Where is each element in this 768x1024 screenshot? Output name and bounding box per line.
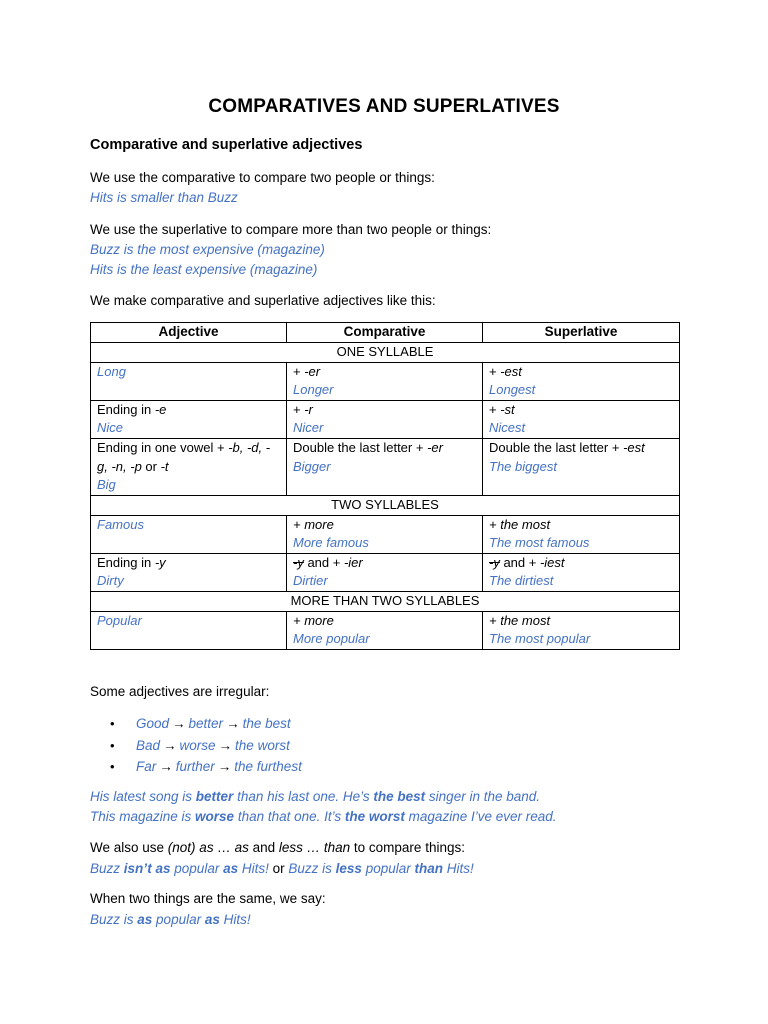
table-row xyxy=(91,438,680,495)
formation-intro-text: We make comparative and superlative adjectives like this: xyxy=(90,293,436,308)
rule-prefix: Ending in xyxy=(97,554,155,570)
as-as-less-than-examples: Buzz isn’t as popular as Hits! or Buzz is less popular than Hits! xyxy=(90,861,474,876)
rule-text: Double the last letter + xyxy=(489,439,624,455)
comparative-example: Dirtier xyxy=(293,573,328,589)
header-adjective: Adjective xyxy=(91,323,287,343)
table-header-row xyxy=(91,323,680,343)
adjective-example: Popular xyxy=(97,612,142,628)
superlative-example: The most famous xyxy=(489,535,590,551)
table-row xyxy=(91,400,680,438)
superlative-cell xyxy=(483,553,680,591)
irregular-superlative: the furthest xyxy=(234,759,302,774)
section-row-two-syllables xyxy=(91,495,680,515)
adjective-cell xyxy=(91,553,287,591)
adjective-example: Long xyxy=(97,363,126,379)
superlative-cell xyxy=(483,515,680,553)
arrow-right-icon: → xyxy=(226,716,240,731)
superlative-example-2: Hits is the least expensive (magazine) xyxy=(90,262,318,277)
section-label: ONE SYLLABLE xyxy=(91,343,680,363)
superlative-cell xyxy=(483,400,680,438)
superlative-example-1: Buzz is the most expensive (magazine) xyxy=(90,242,325,257)
rule-suffix: -y xyxy=(154,554,166,570)
rule-text: and + xyxy=(499,554,540,570)
same-things-example: Buzz is as popular as Hits! xyxy=(90,912,251,927)
rule-text: + the most xyxy=(489,612,551,628)
adjective-cell xyxy=(91,438,287,495)
irregular-intro: Some adjectives are irregular: xyxy=(90,684,270,699)
rule-prefix: + xyxy=(293,401,305,417)
comparative-cell xyxy=(287,400,483,438)
arrow-right-icon: → xyxy=(159,759,173,774)
comparative-example: More popular xyxy=(293,631,370,647)
adjective-cell xyxy=(91,400,287,438)
arrow-right-icon: → xyxy=(218,737,233,753)
comparative-example: Longer xyxy=(293,382,334,398)
rule-suffix: -ier xyxy=(343,554,363,570)
adjective-cell xyxy=(91,515,287,553)
comparative-usage-text: We use the comparative to compare two people or things: xyxy=(90,170,435,185)
struck-suffix: -y xyxy=(489,554,500,570)
arrow-right-icon: → xyxy=(217,759,232,774)
bullet-icon: • xyxy=(110,759,115,774)
irregular-example-1: His latest song is better than his last one. He’s the best singer in the band. xyxy=(90,789,541,804)
irregular-comparative: further xyxy=(175,759,215,774)
adjective-cell xyxy=(91,611,287,649)
irregular-superlative: the best xyxy=(242,716,291,731)
rule-suffix: -iest xyxy=(539,554,565,570)
adjective-example: Nice xyxy=(97,420,124,436)
adjective-example: Big xyxy=(97,477,116,493)
rule-suffixes: -b, -d, - xyxy=(228,439,271,455)
adjective-table xyxy=(90,322,680,650)
arrow-right-icon: → xyxy=(172,716,186,731)
comparative-cell xyxy=(287,438,483,495)
comparative-cell xyxy=(287,515,483,553)
table-row xyxy=(91,362,680,400)
rule-prefix: + xyxy=(489,401,501,417)
rule-suffix: -t xyxy=(160,458,169,474)
rule-suffix: -est xyxy=(500,363,522,379)
comparative-example: Nicer xyxy=(293,420,324,436)
rule-suffix: -er xyxy=(427,439,443,455)
superlative-usage-text: We use the superlative to compare more than two people or things: xyxy=(90,222,492,237)
rule-suffix: -er xyxy=(304,363,321,379)
superlative-cell xyxy=(483,438,680,495)
irregular-superlative: the worst xyxy=(235,737,290,753)
adjective-cell xyxy=(91,362,287,400)
irregular-base: Good xyxy=(136,716,170,731)
header-superlative: Superlative xyxy=(483,323,680,343)
section-label: TWO SYLLABLES xyxy=(91,495,680,515)
irregular-comparative: worse xyxy=(179,737,216,753)
irregular-comparative: better xyxy=(188,716,224,731)
irregular-base: Far xyxy=(136,759,157,774)
superlative-example: Nicest xyxy=(489,420,526,436)
rule-text: + more xyxy=(293,612,334,628)
struck-suffix: -y xyxy=(293,554,304,570)
header-comparative: Comparative xyxy=(287,323,483,343)
rule-text: Double the last letter + xyxy=(293,439,428,455)
rule-text: + more xyxy=(293,516,334,532)
section-label: MORE THAN TWO SYLLABLES xyxy=(91,591,680,611)
rule-suffixes: g, -n, -p xyxy=(97,458,142,474)
as-as-less-than-text: We also use (not) as … as and less … than to compare things: xyxy=(90,840,465,855)
irregular-list xyxy=(110,713,302,778)
comparative-example: Bigger xyxy=(293,458,331,474)
superlative-example: The most popular xyxy=(489,631,591,647)
table-row xyxy=(91,515,680,553)
rule-suffix: -est xyxy=(623,439,645,455)
rule-text: Ending in one vowel + xyxy=(97,439,229,455)
comparative-cell xyxy=(287,362,483,400)
superlative-cell xyxy=(483,362,680,400)
section-row-one-syllable xyxy=(91,343,680,363)
rule-text: or xyxy=(141,458,161,474)
adjective-example: Dirty xyxy=(97,573,124,589)
superlative-example: The biggest xyxy=(489,458,557,474)
bullet-icon: • xyxy=(110,737,115,753)
page-title: COMPARATIVES AND SUPERLATIVES xyxy=(208,96,560,117)
irregular-example-2: This magazine is worse than that one. It’s the worst magazine I’ve ever read. xyxy=(90,809,557,824)
rule-prefix: + xyxy=(489,363,501,379)
adjective-example: Famous xyxy=(97,516,144,532)
rule-suffix: -r xyxy=(304,401,313,417)
rule-text: and + xyxy=(303,554,344,570)
same-things-text: When two things are the same, we say: xyxy=(90,891,326,906)
comparative-example: Hits is smaller than Buzz xyxy=(90,190,238,205)
table-row xyxy=(91,553,680,591)
comparative-example: More famous xyxy=(293,535,369,551)
rule-prefix: + xyxy=(293,363,305,379)
table-row xyxy=(91,611,680,649)
section-row-more-syllables xyxy=(91,591,680,611)
list-item xyxy=(110,713,302,735)
list-item xyxy=(110,756,302,778)
rule-prefix: Ending in xyxy=(97,401,155,417)
rule-suffix: -st xyxy=(500,401,515,417)
superlative-cell xyxy=(483,611,680,649)
superlative-example: The dirtiest xyxy=(489,573,554,589)
irregular-base: Bad xyxy=(136,737,161,753)
rule-suffix: -e xyxy=(154,401,167,417)
bullet-icon: • xyxy=(110,716,115,731)
section-heading: Comparative and superlative adjectives xyxy=(90,137,363,153)
rule-text: + the most xyxy=(489,516,551,532)
comparative-cell xyxy=(287,611,483,649)
list-item xyxy=(110,735,302,757)
superlative-example: Longest xyxy=(489,382,536,398)
arrow-right-icon: → xyxy=(163,737,177,753)
comparative-cell xyxy=(287,553,483,591)
